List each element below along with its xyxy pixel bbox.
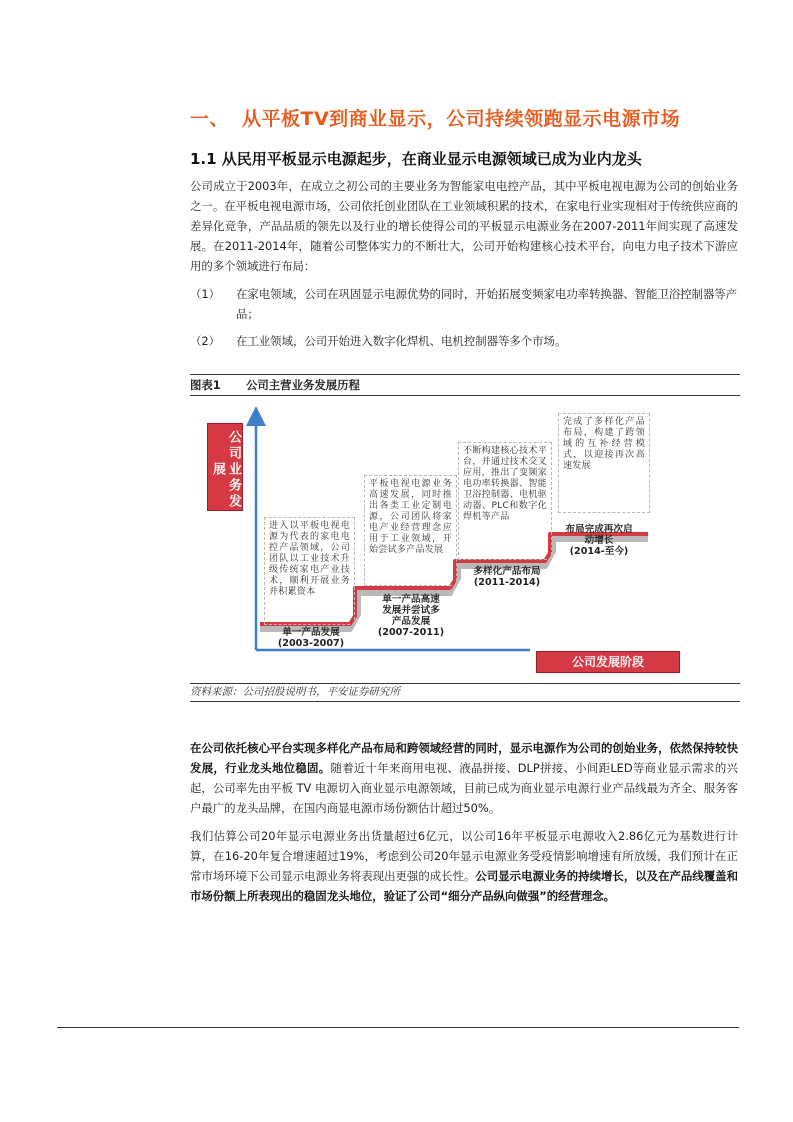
estimate-paragraph [190, 826, 738, 906]
x-axis-title: 公司发展阶段 [536, 651, 680, 673]
figure-title [190, 374, 740, 396]
business-paragraph [190, 738, 738, 818]
section-heading [190, 104, 750, 131]
stage-label [560, 524, 638, 557]
stage-description: 进入以平板电视电源为代表的家电电控产品领域，公司团队以工业技术升级传统家电产业技术，顺利开展业务并积累资本 [264, 517, 355, 625]
stage-period: (2007-2011) [377, 627, 445, 638]
figure-source: 资料来源：公司招股说明书，平安证券研究所 [190, 683, 740, 702]
stage-period: (2014-至今) [569, 546, 629, 557]
figure-label: 图表1 [190, 378, 221, 392]
list-item [190, 331, 738, 351]
paragraph-body: 随着近十年来商用电视、液晶拼接、DLP拼接、小间距LED等商业显示需求的兴起，公司率先由平板 TV 电源切入商业显示电源领域，目前已成为商业显示电源行业产品线最为齐全、服务客户最广的龙头品牌，在国内商显电源市场份额估计超过50%。 [190, 761, 738, 815]
paragraph-conclusion: 公司显示电源业务的持续增长，以及在产品线覆盖和市场份额上所表现出的稳固龙头地位，验证了公司“细分产品纵向做强”的经营理念。 [190, 869, 738, 903]
list-item [190, 284, 738, 324]
stage-description: 不断构建核心技术平台，并通过技术交叉应用，推出了变频家电功率转换器、智能卫浴控制器、电机驱动器、PLC和数字化焊机等产品 [458, 442, 552, 560]
stage-period: (2003-2007) [277, 638, 345, 649]
section-title: 从平板TV到商业显示，公司持续领跑显示电源市场 [242, 108, 681, 130]
intro-paragraph: 公司成立于2003年，在成立之初公司的主要业务为智能家电电控产品，其中平板电视电源为公司的创始业务之一。在平板电视电源市场，公司依托创业团队在工业领域积累的技术，在家电行业实现相对于传统供应商的差异化竞争，产品品质的领先以及行业的增长使得公司的平板显示电源业务在2007-2011年间实现了高速发展。在2011-2014年，随着公司整体实力的不断壮大，公司开始构建核心技术平台，向电力电子技术下游应用的多个领域进行布局： [190, 179, 738, 273]
stage-name: 单一产品高速发展并尝试多产品发展 [382, 594, 440, 627]
stage-name: 单一产品发展 [282, 627, 340, 638]
list-text: 在家电领域，公司在巩固显示电源优势的同时，开始拓展变频家电功率转换器、智能卫浴控制器等产品； [236, 287, 738, 321]
stage-name: 多样化产品布局 [473, 566, 541, 577]
paragraph-lead: 在公司依托核心平台实现多样化产品布局和跨领域经营的同时，显示电源作为公司的创始业务，依然保持较快发展，行业龙头地位稳固。 [190, 741, 738, 775]
paragraph-body: 我们估算公司20年显示电源业务出货量超过6亿元，以公司16年平板显示电源收入2.86亿元为基数进行计算，在16-20年复合增速超过19%，考虑到公司20年显示电源业务受疫情影响增速有所放缓，我们预计在正常市场环境下公司显示电源业务将表现出更强的成长性。 [190, 829, 738, 883]
footer-divider [57, 1027, 739, 1028]
stage-description: 完成了多样化产品布局，构建了跨领域的互补经营模式，以迎接再次高速发展 [558, 413, 650, 513]
list-marker: （1） [190, 287, 221, 301]
stage-description: 平板电视电源业务高速发展，同时推出各类工业定制电源，公司团队将家电产业经营理念应用于工业领域，开始尝试多产品发展 [364, 475, 457, 586]
stage-label [268, 627, 354, 649]
stage-label [364, 594, 458, 638]
stage-period: (2011-2014) [473, 577, 541, 588]
list-text: 在工业领域，公司开始进入数字化焊机、电机控制器等多个市场。 [236, 334, 567, 348]
figure-caption: 公司主营业务发展历程 [246, 378, 360, 392]
stage-label [462, 566, 552, 588]
list-marker: （2） [190, 334, 221, 348]
stage-name: 布局完成再次启动增长 [565, 524, 633, 546]
section-number: 一、 [190, 108, 230, 130]
y-axis-title: 公司业务发展 [207, 423, 243, 511]
subsection-heading: 1.1 从民用平板显示电源起步，在商业显示电源领域已成为业内龙头 [190, 150, 642, 168]
